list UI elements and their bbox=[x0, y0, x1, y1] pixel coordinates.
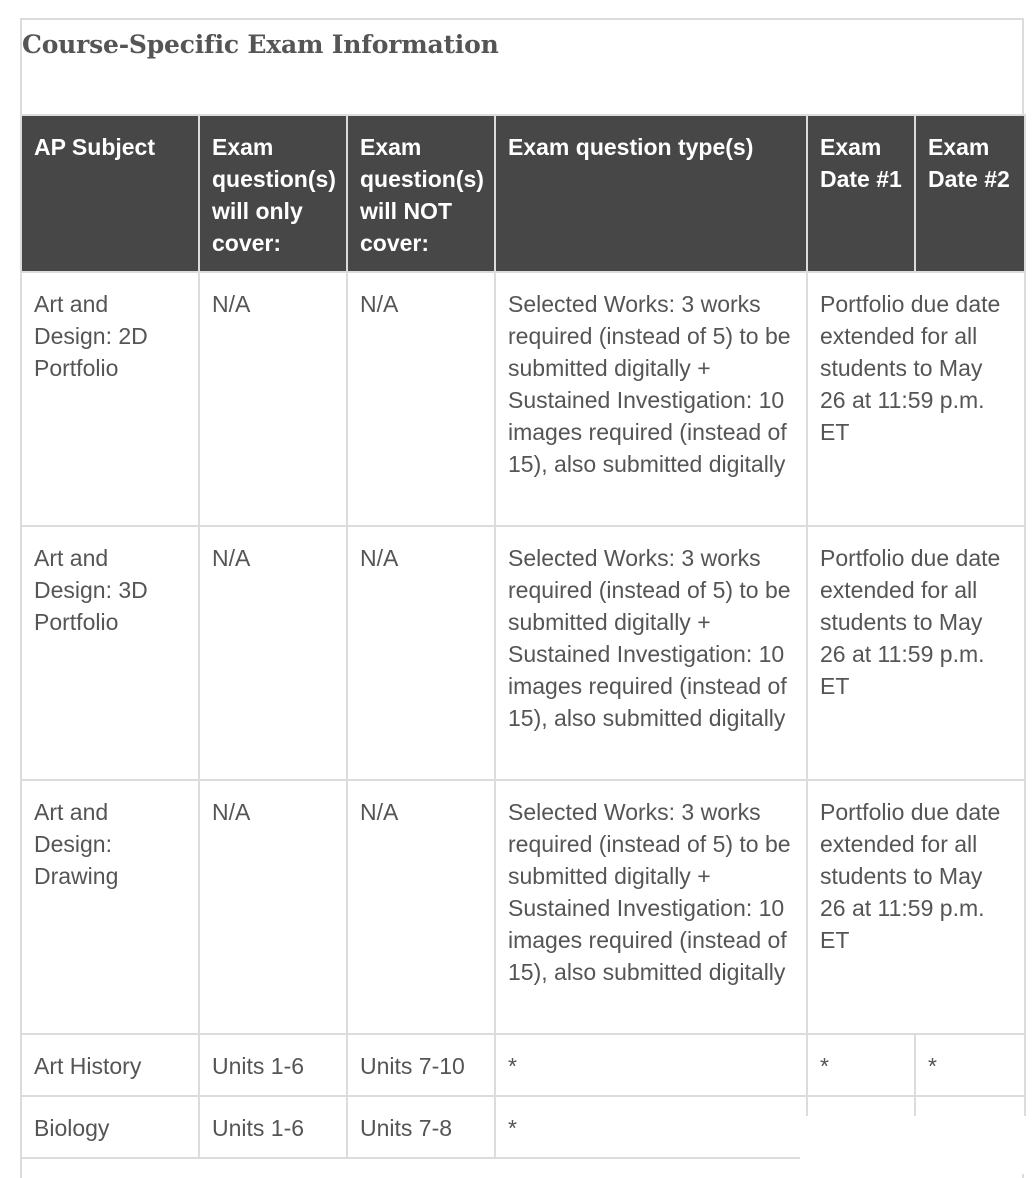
column-header: Exam Date #1 bbox=[807, 115, 915, 272]
subject-cell: Art and Design: Drawing bbox=[21, 780, 199, 1034]
table-row bbox=[21, 526, 1025, 780]
table-row bbox=[21, 272, 1025, 526]
panel-title: Course-Specific Exam Information bbox=[22, 30, 499, 59]
not-cover-cell: N/A bbox=[347, 272, 495, 526]
subject-cell: Biology bbox=[21, 1096, 199, 1158]
subject-cell: Art History bbox=[21, 1034, 199, 1096]
column-header: Exam question type(s) bbox=[495, 115, 807, 272]
exam-dates-cell: Portfolio due date extended for all students to May 26 at 11:59 p.m. ET bbox=[807, 272, 1025, 526]
table-row bbox=[21, 1034, 1025, 1096]
subject-cell: Art and Design: 2D Portfolio bbox=[21, 272, 199, 526]
not-cover-cell: N/A bbox=[347, 526, 495, 780]
only-cover-cell: Units 1-6 bbox=[199, 1034, 347, 1096]
exam-dates-cell: Portfolio due date extended for all students to May 26 at 11:59 p.m. ET bbox=[807, 780, 1025, 1034]
screenshot-crop-mask bbox=[800, 1116, 1036, 1174]
question-types-cell: * bbox=[495, 1034, 807, 1096]
question-types-cell: Selected Works: 3 works required (instead of 5) to be submitted digitally + Sustained Investigation: 10 images required (instead of 15), also submitted digitally bbox=[495, 272, 807, 526]
subject-cell: Art and Design: 3D Portfolio bbox=[21, 526, 199, 780]
not-cover-cell: Units 7-10 bbox=[347, 1034, 495, 1096]
not-cover-cell: N/A bbox=[347, 780, 495, 1034]
question-types-cell: Selected Works: 3 works required (instead of 5) to be submitted digitally + Sustained Investigation: 10 images required (instead of 15), also submitted digitally bbox=[495, 526, 807, 780]
column-header: Exam Date #2 bbox=[915, 115, 1025, 272]
only-cover-cell: N/A bbox=[199, 272, 347, 526]
question-types-cell: * bbox=[495, 1096, 807, 1158]
header-row bbox=[21, 115, 1025, 272]
exam-date-2-cell: * bbox=[915, 1034, 1025, 1096]
only-cover-cell: N/A bbox=[199, 526, 347, 780]
exam-date-1-cell: * bbox=[807, 1034, 915, 1096]
question-types-cell: Selected Works: 3 works required (instead of 5) to be submitted digitally + Sustained Investigation: 10 images required (instead of 15), also submitted digitally bbox=[495, 780, 807, 1034]
exam-info-table bbox=[20, 114, 1026, 1159]
exam-dates-cell: Portfolio due date extended for all students to May 26 at 11:59 p.m. ET bbox=[807, 526, 1025, 780]
table-row bbox=[21, 780, 1025, 1034]
column-header: Exam question(s) will NOT cover: bbox=[347, 115, 495, 272]
not-cover-cell: Units 7-8 bbox=[347, 1096, 495, 1158]
column-header: Exam question(s) will only cover: bbox=[199, 115, 347, 272]
only-cover-cell: N/A bbox=[199, 780, 347, 1034]
column-header: AP Subject bbox=[21, 115, 199, 272]
only-cover-cell: Units 1-6 bbox=[199, 1096, 347, 1158]
